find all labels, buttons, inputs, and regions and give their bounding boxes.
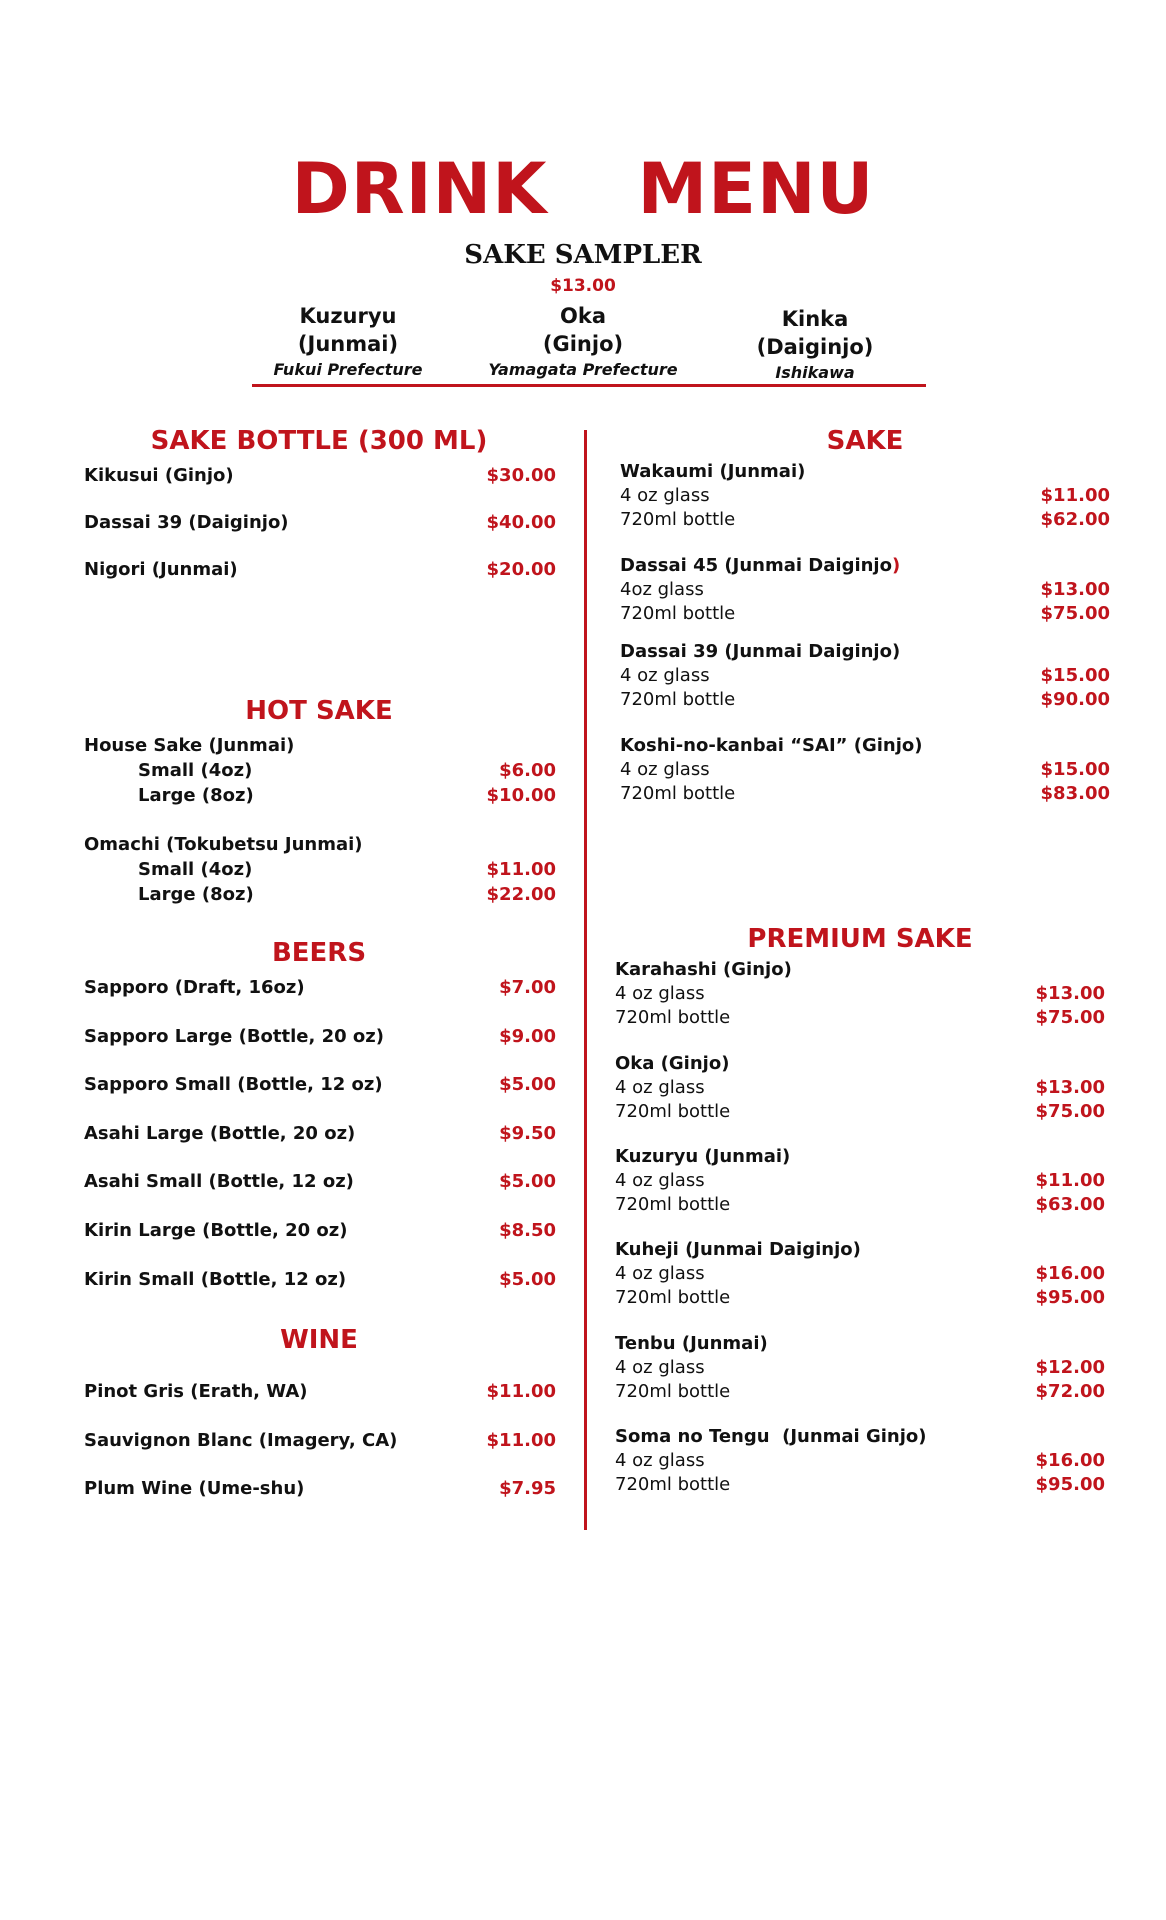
item-name: Dassai 39 (Daiginjo)	[84, 512, 289, 533]
item-name: Kuzuryu (Junmai)	[615, 1146, 791, 1167]
glass-row	[615, 982, 1105, 1006]
size-price: $10.00	[486, 785, 556, 806]
title-word-drink: DRINK	[291, 148, 548, 230]
glass-label: 4 oz glass	[620, 759, 710, 780]
bottle-price: $95.00	[1035, 1287, 1105, 1308]
bottle-label: 720ml bottle	[615, 1474, 731, 1495]
sampler-divider	[252, 384, 926, 387]
item-name: Pinot Gris (Erath, WA)	[84, 1381, 308, 1402]
menu-item	[84, 1477, 556, 1501]
menu-item	[84, 1429, 556, 1453]
item-name: Kikusui (Ginjo)	[84, 465, 234, 486]
bottle-price: $75.00	[1035, 1101, 1105, 1122]
bottle-price: $75.00	[1035, 1007, 1105, 1028]
menu-item	[84, 1025, 556, 1049]
section-heading-beers: BEERS	[271, 938, 367, 968]
item-price: $8.50	[499, 1220, 556, 1241]
item-name: Asahi Small (Bottle, 12 oz)	[84, 1171, 354, 1192]
bottle-row	[620, 508, 1110, 532]
bottle-label: 720ml bottle	[620, 509, 736, 530]
sampler-item	[463, 302, 703, 379]
section-heading-wine: WINE	[280, 1325, 358, 1355]
menu-item	[84, 976, 556, 1000]
page-title	[0, 148, 1166, 230]
glass-price: $11.00	[1035, 1170, 1105, 1191]
sake-item	[620, 460, 1110, 532]
hot-sake-group	[84, 833, 556, 907]
glass-price: $13.00	[1035, 1077, 1105, 1098]
item-name: Soma no Tengu (Junmai Ginjo)	[615, 1426, 927, 1447]
section-heading-hot-sake: HOT SAKE	[245, 696, 393, 726]
sampler-item	[695, 305, 935, 382]
item-name: Sauvignon Blanc (Imagery, CA)	[84, 1430, 398, 1451]
menu-item	[84, 1268, 556, 1292]
item-name: Koshi-no-kanbai “SAI” (Ginjo)	[620, 735, 923, 756]
item-name: Karahashi (Ginjo)	[615, 959, 792, 980]
bottle-price: $75.00	[1040, 603, 1110, 624]
sampler-item-region: Yamagata Prefecture	[488, 360, 678, 379]
sampler-item-type: (Ginjo)	[542, 332, 624, 356]
section-heading-premium-sake: PREMIUM SAKE	[747, 924, 973, 954]
item-name: Kirin Large (Bottle, 20 oz)	[84, 1220, 348, 1241]
menu-item	[84, 1073, 556, 1097]
glass-price: $16.00	[1035, 1263, 1105, 1284]
premium-item	[615, 1332, 1105, 1404]
glass-price: $11.00	[1040, 485, 1110, 506]
bottle-row	[615, 1286, 1105, 1310]
size-row	[84, 783, 556, 808]
bottle-price: $83.00	[1040, 783, 1110, 804]
glass-label: 4 oz glass	[615, 1357, 705, 1378]
item-name-tail: )	[891, 555, 901, 576]
premium-item	[615, 1145, 1105, 1217]
menu-item	[84, 1219, 556, 1243]
item-name: Dassai 45 (Junmai Daiginjo	[620, 555, 892, 576]
glass-row	[620, 758, 1110, 782]
item-name: Sapporo Large (Bottle, 20 oz)	[84, 1026, 384, 1047]
glass-price: $15.00	[1040, 665, 1110, 686]
sake-item	[620, 554, 1110, 626]
item-price: $7.00	[499, 977, 556, 998]
size-row	[84, 882, 556, 907]
column-divider	[584, 430, 587, 1530]
glass-label: 4oz glass	[620, 579, 704, 600]
menu-item	[84, 1380, 556, 1404]
item-price: $5.00	[499, 1074, 556, 1095]
size-row	[84, 857, 556, 882]
glass-price: $16.00	[1035, 1450, 1105, 1471]
bottle-price: $95.00	[1035, 1474, 1105, 1495]
menu-item	[84, 511, 556, 535]
size-label: Small (4oz)	[138, 760, 253, 781]
glass-row	[615, 1356, 1105, 1380]
size-label: Large (8oz)	[138, 785, 254, 806]
bottle-label: 720ml bottle	[620, 603, 736, 624]
item-name: Omachi (Tokubetsu Junmai)	[84, 834, 363, 855]
glass-row	[620, 484, 1110, 508]
sampler-item-type: (Daiginjo)	[756, 335, 874, 359]
premium-item	[615, 1052, 1105, 1124]
item-name: Asahi Large (Bottle, 20 oz)	[84, 1123, 356, 1144]
hot-sake-group	[84, 734, 556, 808]
sake-item	[620, 640, 1110, 712]
item-name: Tenbu (Junmai)	[615, 1333, 768, 1354]
bottle-row	[615, 1006, 1105, 1030]
size-label: Large (8oz)	[138, 884, 254, 905]
item-price: $11.00	[486, 1381, 556, 1402]
item-price: $20.00	[486, 559, 556, 580]
glass-row	[620, 578, 1110, 602]
bottle-label: 720ml bottle	[620, 783, 736, 804]
glass-row	[615, 1262, 1105, 1286]
item-price: $30.00	[486, 465, 556, 486]
bottle-label: 720ml bottle	[615, 1287, 731, 1308]
glass-label: 4 oz glass	[615, 983, 705, 1004]
item-name: Oka (Ginjo)	[615, 1053, 730, 1074]
item-price: $9.50	[499, 1123, 556, 1144]
glass-row	[615, 1449, 1105, 1473]
section-heading-sake-bottle: SAKE BOTTLE (300 ML)	[150, 426, 488, 456]
item-price: $9.00	[499, 1026, 556, 1047]
bottle-row	[620, 782, 1110, 806]
glass-label: 4 oz glass	[615, 1263, 705, 1284]
item-name: House Sake (Junmai)	[84, 735, 295, 756]
bottle-row	[620, 688, 1110, 712]
size-price: $6.00	[499, 760, 556, 781]
bottle-label: 720ml bottle	[615, 1101, 731, 1122]
item-name: Sapporo (Draft, 16oz)	[84, 977, 305, 998]
sampler-item-region: Ishikawa	[775, 363, 855, 382]
sampler-item	[228, 302, 468, 379]
menu-item	[84, 1170, 556, 1194]
item-price: $5.00	[499, 1171, 556, 1192]
menu-item	[84, 558, 556, 582]
section-heading-sake: SAKE	[826, 426, 904, 456]
glass-price: $12.00	[1035, 1357, 1105, 1378]
premium-item	[615, 1425, 1105, 1497]
size-row	[84, 758, 556, 783]
glass-label: 4 oz glass	[620, 485, 710, 506]
item-name: Nigori (Junmai)	[84, 559, 238, 580]
sampler-heading: SAKE SAMPLER	[464, 240, 702, 270]
menu-item	[84, 464, 556, 488]
premium-item	[615, 958, 1105, 1030]
sampler-item-name: Kinka	[781, 307, 849, 331]
bottle-price: $62.00	[1040, 509, 1110, 530]
item-name: Kuheji (Junmai Daiginjo)	[615, 1239, 861, 1260]
item-price: $7.95	[499, 1478, 556, 1499]
glass-row	[620, 664, 1110, 688]
glass-label: 4 oz glass	[615, 1077, 705, 1098]
premium-item	[615, 1238, 1105, 1310]
item-name-wrap	[620, 554, 1110, 578]
glass-price: $13.00	[1040, 579, 1110, 600]
glass-row	[615, 1169, 1105, 1193]
size-label: Small (4oz)	[138, 859, 253, 880]
glass-label: 4 oz glass	[615, 1170, 705, 1191]
size-price: $22.00	[486, 884, 556, 905]
sampler-item-name: Kuzuryu	[299, 304, 397, 328]
item-name: Dassai 39 (Junmai Daiginjo)	[620, 641, 901, 662]
item-price: $5.00	[499, 1269, 556, 1290]
menu-item	[84, 1122, 556, 1146]
sampler-item-name: Oka	[560, 304, 606, 328]
glass-label: 4 oz glass	[620, 665, 710, 686]
bottle-row	[615, 1100, 1105, 1124]
glass-price: $15.00	[1040, 759, 1110, 780]
glass-price: $13.00	[1035, 983, 1105, 1004]
item-name: Plum Wine (Ume-shu)	[84, 1478, 305, 1499]
sake-item	[620, 734, 1110, 806]
item-price: $40.00	[486, 512, 556, 533]
title-word-menu: MENU	[637, 148, 875, 230]
bottle-row	[615, 1380, 1105, 1404]
item-name: Kirin Small (Bottle, 12 oz)	[84, 1269, 347, 1290]
bottle-row	[615, 1193, 1105, 1217]
bottle-label: 720ml bottle	[615, 1194, 731, 1215]
sampler-item-region: Fukui Prefecture	[273, 360, 423, 379]
bottle-row	[615, 1473, 1105, 1497]
item-price: $11.00	[486, 1430, 556, 1451]
bottle-row	[620, 602, 1110, 626]
bottle-label: 720ml bottle	[620, 689, 736, 710]
item-name: Sapporo Small (Bottle, 12 oz)	[84, 1074, 383, 1095]
bottle-price: $72.00	[1035, 1381, 1105, 1402]
bottle-label: 720ml bottle	[615, 1007, 731, 1028]
sampler-price: $13.00	[550, 276, 616, 296]
size-price: $11.00	[486, 859, 556, 880]
item-name: Wakaumi (Junmai)	[620, 461, 806, 482]
glass-row	[615, 1076, 1105, 1100]
bottle-price: $90.00	[1040, 689, 1110, 710]
glass-label: 4 oz glass	[615, 1450, 705, 1471]
bottle-price: $63.00	[1035, 1194, 1105, 1215]
sampler-item-type: (Junmai)	[297, 332, 399, 356]
bottle-label: 720ml bottle	[615, 1381, 731, 1402]
